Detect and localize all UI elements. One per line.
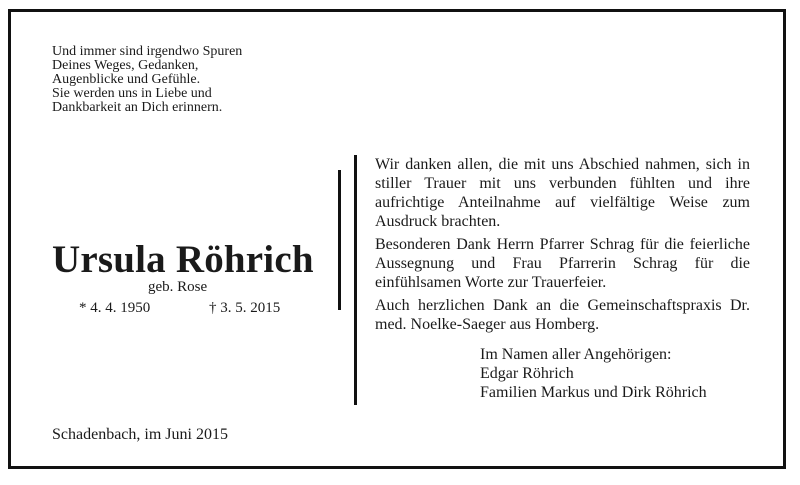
birth-date: * 4. 4. 1950 <box>79 300 151 316</box>
thanks-paragraph: Wir danken allen, die mit uns Abschied nahmen, sich in stiller Trauer mit uns verbunden fühlten und ihre aufrichtige Anteilnahme auf vielfältige Weise zum Ausdruck brachten. <box>375 156 750 230</box>
quote-line: Dankbarkeit an Dich erinnern. <box>52 100 223 115</box>
quote-line: Augenblicke und Gefühle. <box>52 72 201 87</box>
maiden-name: geb. Rose <box>148 279 208 295</box>
quote-line: Sie werden uns in Liebe und <box>52 86 212 101</box>
divider-line-left <box>338 170 341 310</box>
death-date: † 3. 5. 2015 <box>209 300 281 316</box>
quote-line: Und immer sind irgendwo Spuren <box>52 44 243 59</box>
signature-line: Familien Markus und Dirk Röhrich <box>480 384 707 401</box>
signature-block <box>480 345 707 402</box>
thanks-text <box>375 155 750 338</box>
signature-line: Edgar Röhrich <box>480 365 574 382</box>
deceased-name: Ursula Röhrich <box>52 238 314 281</box>
divider-line-right <box>354 155 357 405</box>
quote-line: Deines Weges, Gedanken, <box>52 58 199 73</box>
memorial-quote <box>52 45 242 115</box>
thanks-paragraph: Auch herzlichen Dank an die Gemeinschaftspraxis Dr. med. Noelke-Saeger aus Homberg. <box>375 297 750 333</box>
place-and-date: Schadenbach, im Juni 2015 <box>52 426 228 443</box>
thanks-paragraph: Besonderen Dank Herrn Pfarrer Schrag für die feierliche Aussegnung und Frau Pfarrerin Schrag für die einfühlsamen Worte zur Trauerfeier. <box>375 236 750 291</box>
signature-line: Im Namen aller Angehörigen: <box>480 346 672 363</box>
